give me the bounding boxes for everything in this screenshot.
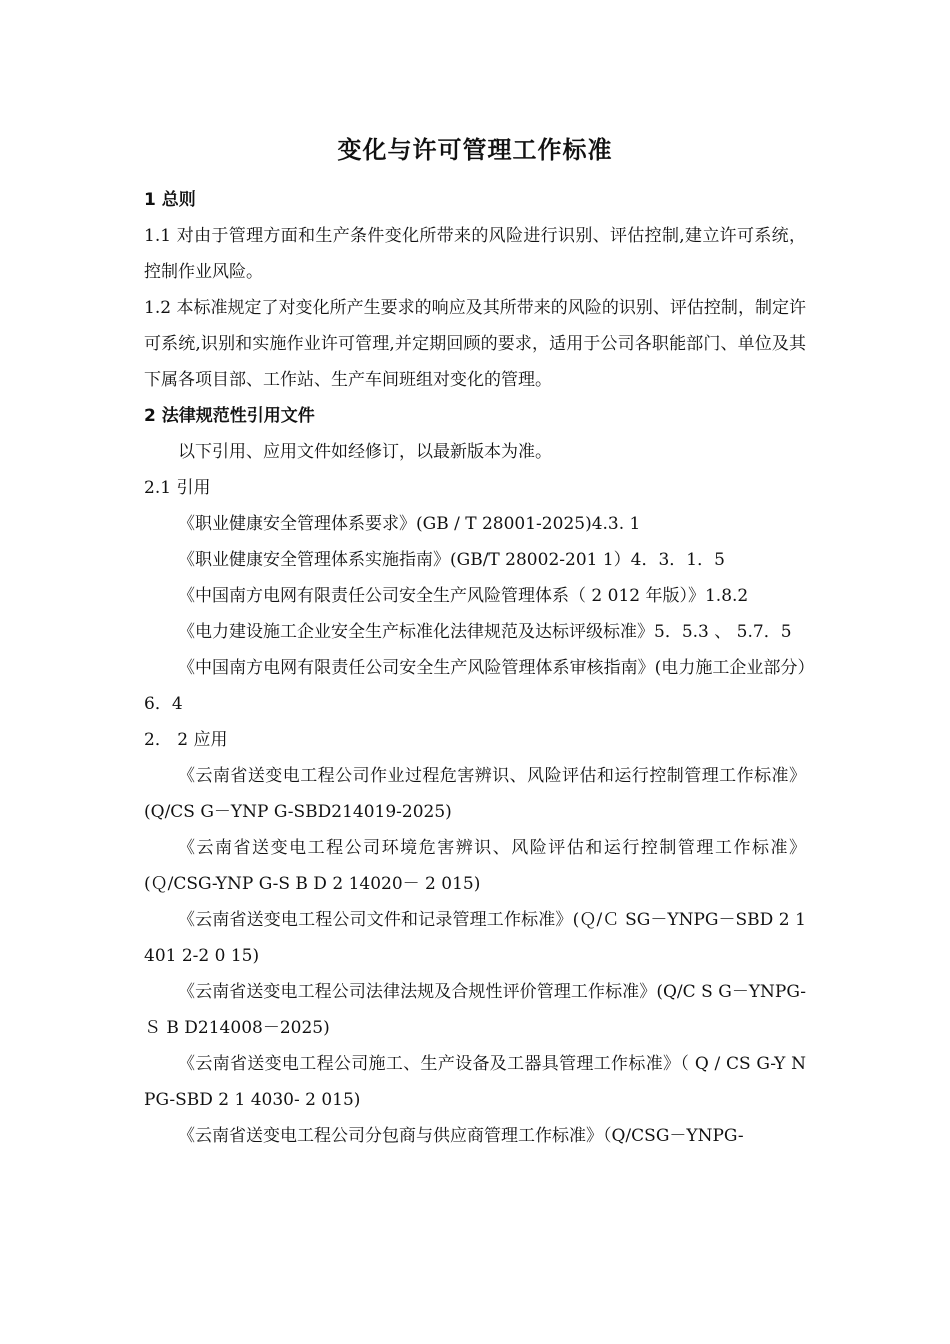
application-item: 《云南省送变电工程公司文件和记录管理工作标准》(Ｑ/Ｃ SG－YNPG－SBD 2 1 401 2-2 0 15) xyxy=(144,910,806,966)
section-1-heading: 1 总则 xyxy=(144,190,196,210)
application-item: 《云南省送变电工程公司分包商与供应商管理工作标准》（Q/CSG－YNPG- xyxy=(178,1126,744,1146)
application-item: 《云南省送变电工程公司法律法规及合规性评价管理工作标准》(Q/C S G－YNPG-Ｓ B D214008－2025) xyxy=(144,982,806,1038)
section-2-heading: 2 法律规范性引用文件 xyxy=(144,406,315,426)
reference-item: 《电力建设施工企业安全生产标准化法律规范及达标评级标准》5．5.3 、 5.7．5 xyxy=(178,622,792,642)
clause-1-2: 1.2 本标准规定了对变化所产生要求的响应及其所带来的风险的识别、评估控制，制定许可系统,识别和实施作业许可管理,并定期回顾的要求，适用于公司各职能部门、单位及其下属各项目部、工作站、生产车间班组对变化的管理。 xyxy=(144,298,806,390)
reference-item: 《中国南方电网有限责任公司安全生产风险管理体系（ 2 012 年版）》1.8.2 xyxy=(178,586,749,606)
section-2-intro: 以下引用、应用文件如经修订，以最新版本为准。 xyxy=(178,442,552,462)
reference-item: 《中国南方电网有限责任公司安全生产风险管理体系审核指南》(电力施工企业部分）6．4 xyxy=(144,658,806,714)
application-item: 《云南省送变电工程公司作业过程危害辨识、风险评估和运行控制管理工作标准》(Q/CS G－YNP G-SBD214019-2025) xyxy=(144,766,806,822)
document-title: 变化与许可管理工作标准 xyxy=(337,136,613,164)
reference-item: 《职业健康安全管理体系要求》(GB / T 28001-2025)4.3. 1 xyxy=(178,514,641,534)
clause-1-1: 1.1 对由于管理方面和生产条件变化所带来的风险进行识别、评估控制,建立许可系统，控制作业风险。 xyxy=(144,226,806,282)
application-item: 《云南省送变电工程公司施工、生产设备及工器具管理工作标准》（ Q / CS G-Y N PG-SBD 2 1 4030- 2 015) xyxy=(144,1054,806,1110)
application-item: 《云南省送变电工程公司环境危害辨识、风险评估和运行控制管理工作标准》(Ｑ/CSG-YNP G-S B D 2 14020－ 2 015) xyxy=(144,838,806,894)
subsection-2-1-heading: 2.1 引用 xyxy=(144,478,211,498)
subsection-2-2-heading: 2． 2 应用 xyxy=(144,730,228,750)
reference-item: 《职业健康安全管理体系实施指南》(GB/T 28002-201 1）4．3．1．5 xyxy=(178,550,725,570)
